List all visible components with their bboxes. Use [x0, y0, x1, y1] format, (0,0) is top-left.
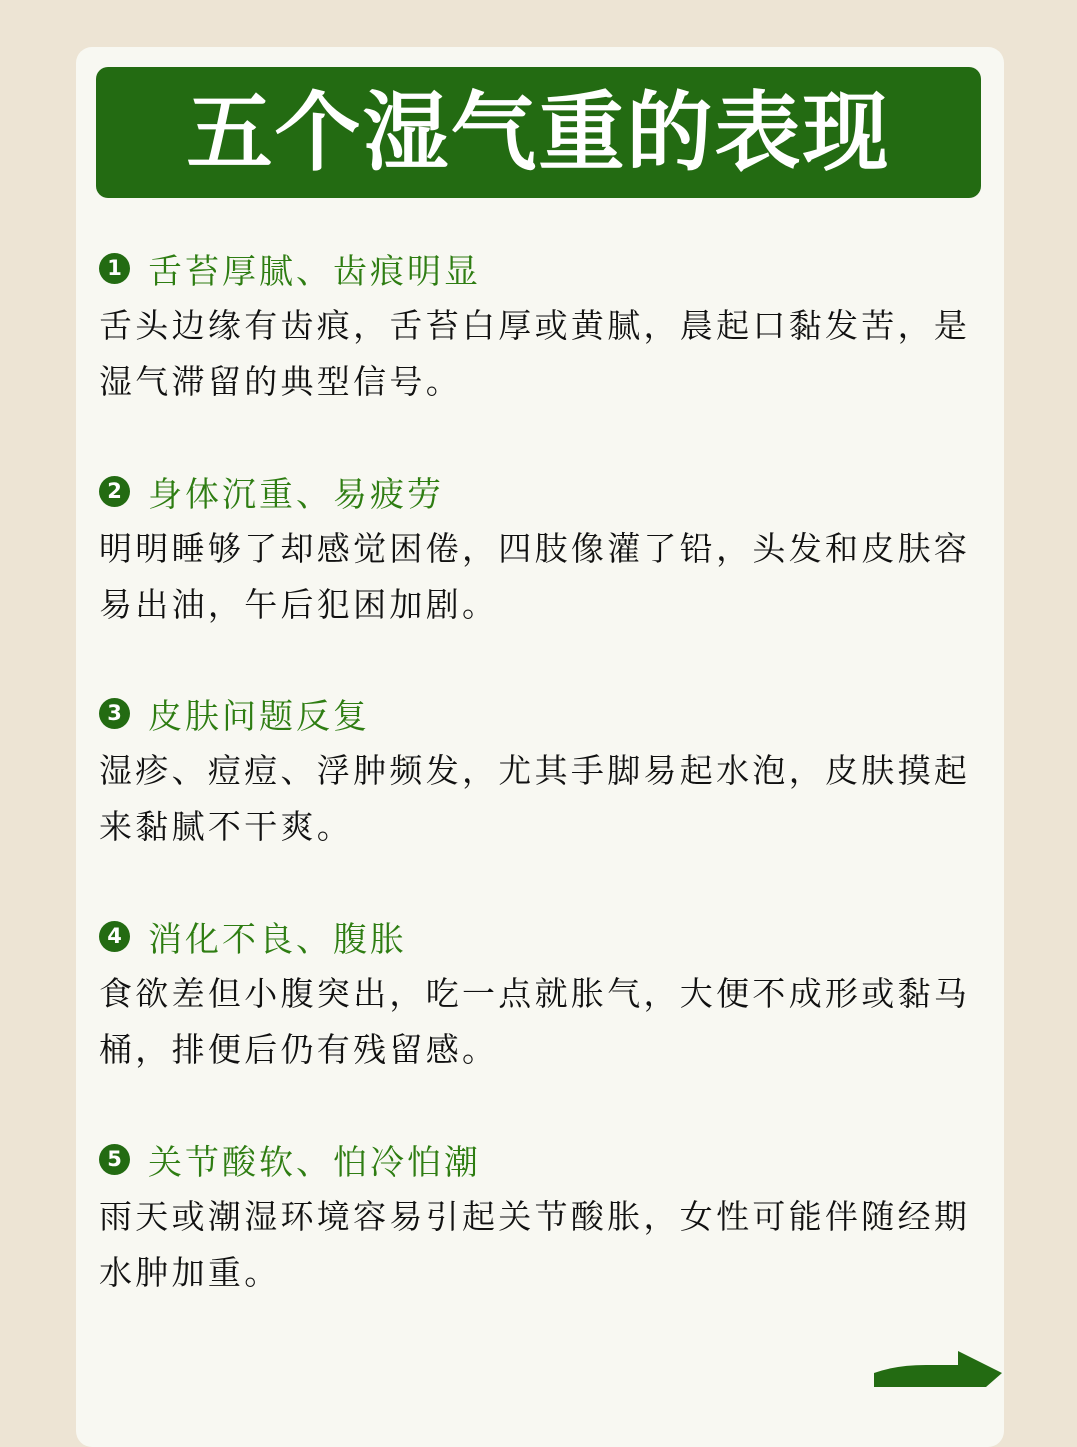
section-heading-text: 身体沉重、易疲劳 — [148, 474, 444, 515]
section-heading — [99, 1137, 999, 1181]
number-3-icon: 3 — [99, 698, 130, 729]
section-heading-text: 关节酸软、怕冷怕潮 — [148, 1142, 481, 1183]
section-body: 雨天或潮湿环境容易引起关节酸胀，女性可能伴随经期水肿加重。 — [99, 1197, 971, 1292]
symptom-section-2 — [99, 469, 999, 633]
symptom-section-5 — [99, 1137, 999, 1301]
page-title: 五个湿气重的表现 — [186, 82, 891, 183]
symptom-section-1 — [99, 246, 999, 410]
section-heading — [99, 469, 999, 513]
symptom-section-3 — [99, 691, 999, 855]
number-1-icon: 1 — [99, 253, 130, 284]
section-heading — [99, 691, 999, 735]
section-body: 食欲差但小腹突出，吃一点就胀气，大便不成形或黏马桶，排便后仍有残留感。 — [99, 974, 971, 1069]
section-body: 湿疹、痘痘、浮肿频发，尤其手脚易起水泡，皮肤摸起来黏腻不干爽。 — [99, 751, 971, 846]
title-banner — [96, 67, 981, 198]
number-4-icon: 4 — [99, 921, 130, 952]
section-body: 明明睡够了却感觉困倦，四肢像灌了铅，头发和皮肤容易出油，午后犯困加剧。 — [99, 529, 971, 624]
number-5-icon: 5 — [99, 1144, 130, 1175]
section-heading-text: 皮肤问题反复 — [148, 696, 370, 737]
section-body: 舌头边缘有齿痕，舌苔白厚或黄腻，晨起口黏发苦，是湿气滞留的典型信号。 — [99, 306, 971, 401]
next-arrow-icon[interactable] — [866, 1347, 1006, 1387]
section-heading — [99, 246, 999, 290]
symptom-section-4 — [99, 914, 999, 1078]
number-2-icon: 2 — [99, 476, 130, 507]
section-heading-text: 消化不良、腹胀 — [148, 919, 407, 960]
section-heading-text: 舌苔厚腻、齿痕明显 — [148, 251, 481, 292]
section-heading — [99, 914, 999, 958]
